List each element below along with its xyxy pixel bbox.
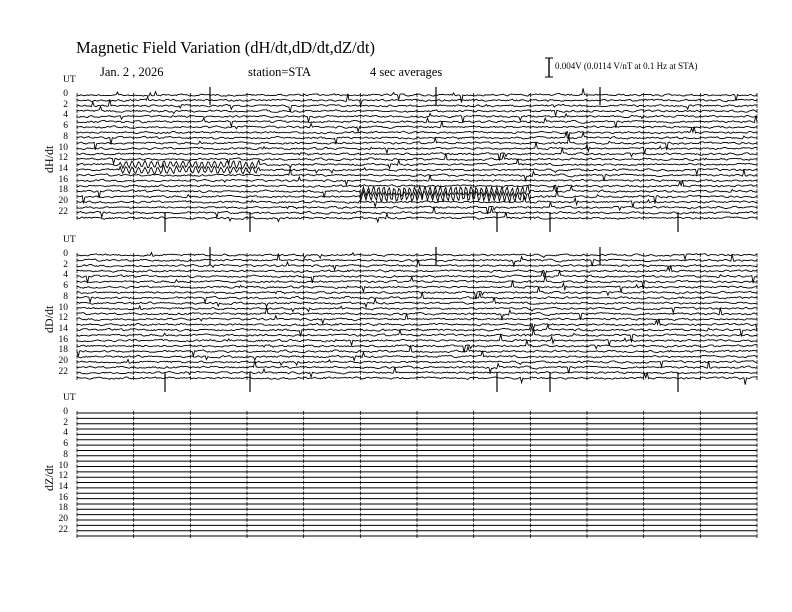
hour-tick-label: 18 xyxy=(58,503,68,514)
hour-tick-label: 12 xyxy=(58,153,68,164)
averaging-label: 4 sec averages xyxy=(370,65,443,79)
panel-label: dH/dt xyxy=(42,145,56,173)
hour-tick-label: 0 xyxy=(63,249,68,259)
hour-tick-label: 14 xyxy=(58,481,68,492)
hour-tick-label: 18 xyxy=(58,345,68,356)
hour-tick-label: 2 xyxy=(63,259,68,270)
hour-tick-label: 10 xyxy=(58,460,68,471)
hour-tick-label: 20 xyxy=(58,356,68,366)
hour-tick-label: 0 xyxy=(63,407,68,417)
hour-tick-label: 16 xyxy=(58,334,68,345)
hour-tick-label: 8 xyxy=(63,291,68,302)
hour-tick-label: 22 xyxy=(58,524,68,535)
chart-title: Magnetic Field Variation (dH/dt,dD/dt,dZ/dt) xyxy=(76,38,375,57)
ut-label: UT xyxy=(63,75,76,85)
hour-tick-label: 2 xyxy=(63,417,68,428)
hour-tick-label: 4 xyxy=(63,270,68,281)
hour-tick-label: 4 xyxy=(63,110,68,121)
hour-tick-label: 10 xyxy=(58,142,68,153)
scale-note: 0.004V (0.0114 V/nT at 0.1 Hz at STA) xyxy=(555,61,698,71)
hour-tick-label: 22 xyxy=(58,206,68,217)
hour-tick-label: 12 xyxy=(58,313,68,324)
hour-tick-label: 20 xyxy=(58,514,68,524)
hour-tick-label: 10 xyxy=(58,302,68,313)
hour-tick-label: 6 xyxy=(63,281,68,292)
hour-tick-label: 14 xyxy=(58,323,68,334)
hour-tick-label: 6 xyxy=(63,121,68,132)
ut-label: UT xyxy=(63,235,76,245)
date-label: Jan. 2 , 2026 xyxy=(100,65,164,79)
hour-tick-label: 2 xyxy=(63,99,68,110)
hour-tick-label: 4 xyxy=(63,428,68,439)
station-label: station=STA xyxy=(248,65,311,79)
hour-tick-label: 22 xyxy=(58,366,68,377)
panel-label: dD/dt xyxy=(42,305,56,333)
hour-tick-label: 18 xyxy=(58,185,68,196)
hour-tick-label: 16 xyxy=(58,492,68,503)
hour-tick-label: 12 xyxy=(58,471,68,482)
hour-tick-label: 20 xyxy=(58,196,68,206)
panel-label: dZ/dt xyxy=(42,465,56,491)
hour-tick-label: 14 xyxy=(58,163,68,174)
ut-label: UT xyxy=(63,393,76,403)
hour-tick-label: 8 xyxy=(63,449,68,460)
hour-tick-label: 8 xyxy=(63,131,68,142)
hour-tick-label: 0 xyxy=(63,89,68,99)
hour-tick-label: 6 xyxy=(63,439,68,450)
hour-tick-label: 16 xyxy=(58,174,68,185)
